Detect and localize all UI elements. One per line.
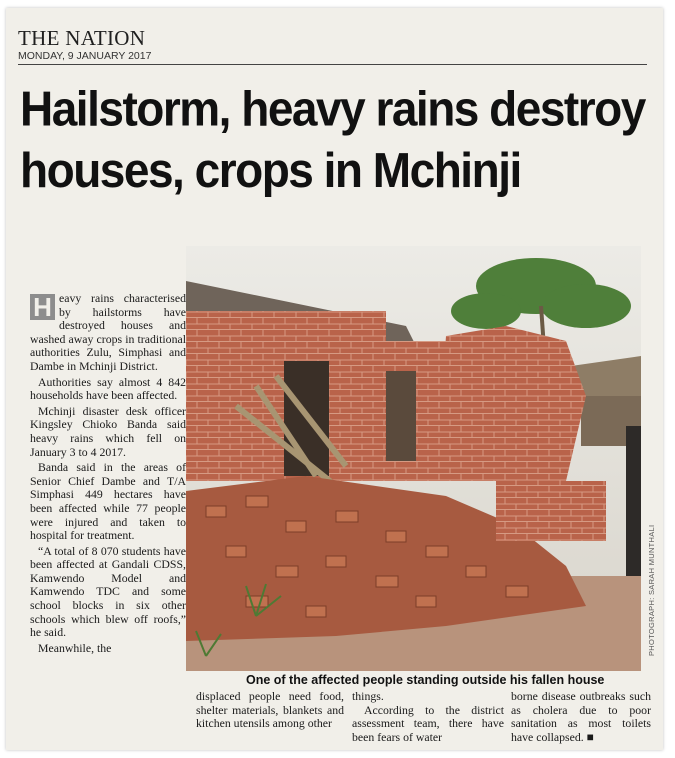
headline-line-2: houses, crops in Mchinji (20, 142, 521, 198)
article-paragraph-2: Authorities say almost 4 842 households have been affected. (30, 374, 186, 403)
headline (20, 78, 650, 201)
article-paragraph-5: “A total of 8 070 students have been affected at Gandali CDSS, Kamwendo Model and Kamwendo TDC and some school blocks in six other schools which blew off roofs,” he said. (30, 543, 186, 640)
drop-cap: H (30, 294, 55, 320)
dateline: MONDAY, 9 JANUARY 2017 (18, 50, 152, 62)
headline-line-1: Hailstorm, heavy rains destroy (20, 81, 645, 137)
article-paragraph-9: According to the district assessment team, there have been fears of water (352, 702, 504, 744)
photo-credit: PHOTOGRAPH: SARAH MUNTHALI (647, 524, 656, 656)
article-paragraph-7: displaced people need food, shelter materials, blankets and kitchen utensils among other (196, 689, 344, 731)
lead-text: eavy rains characterised by hailstorms have destroyed houses and washed away crops in traditional authorities Zulu, Simphasi and Dambe in Mchinji District. (30, 291, 186, 373)
photo-caption: One of the affected people standing outside his fallen house (246, 673, 605, 687)
article-column-3 (352, 690, 504, 744)
article-paragraph-6: Meanwhile, the (38, 640, 112, 655)
news-photo (186, 246, 641, 671)
article-paragraph-1 (30, 292, 186, 374)
article-paragraph-4: Banda said in the areas of Senior Chief Dambe and T/A Simphasi 449 hectares have been affected while 77 people were injured and taken to hospital for treatment. (30, 460, 186, 543)
masthead: THE NATION (18, 26, 146, 50)
article-paragraph-10: borne disease outbreaks such as cholera due to poor sanitation as most toilets have collapsed. ■ (511, 689, 651, 744)
article-paragraph-3: Mchinji disaster desk officer Kingsley Chioko Banda said heavy rains which fell on January 3 to 4 2017. (30, 403, 186, 459)
newspaper-clipping (6, 8, 663, 750)
article-column-1 (30, 292, 186, 657)
article-paragraph-8: things. (352, 689, 384, 703)
article-column-2 (196, 690, 344, 731)
article-column-4 (511, 690, 651, 744)
collapsed-house-photo (186, 246, 641, 671)
masthead-rule (18, 64, 647, 65)
